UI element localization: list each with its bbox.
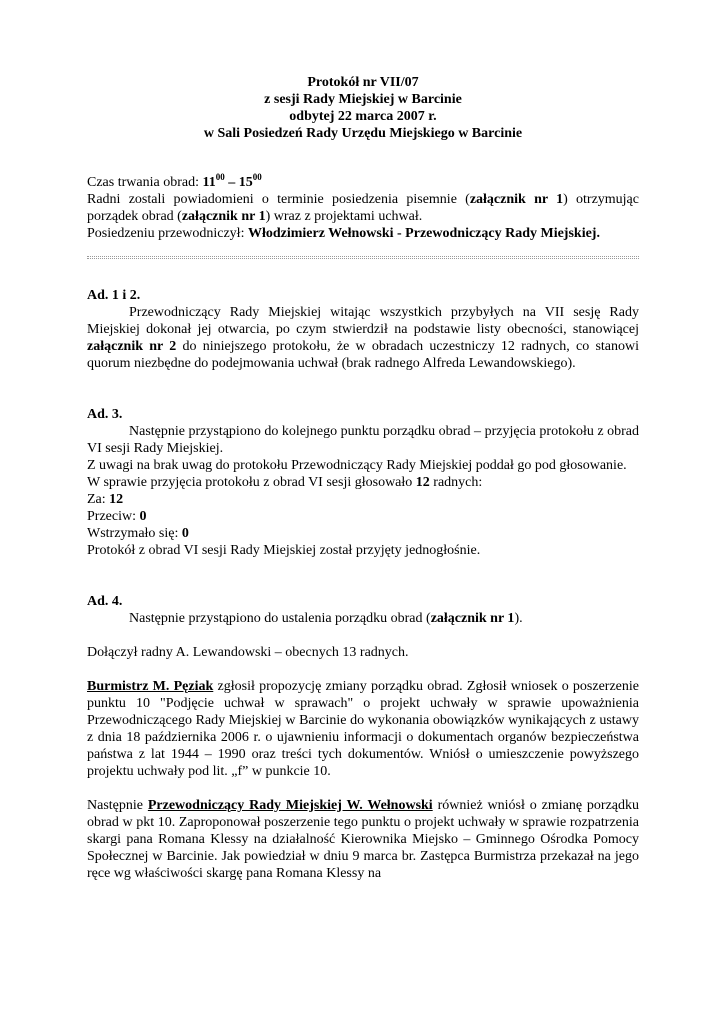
document-page <box>87 74 639 882</box>
chair-motion-paragraph: Następnie Przewodniczący Rady Miejskiej W. Wełnowski również wniósł o zmianę porządku obrad w pkt 10. Zaproponował poszerzenie tego punktu o projekt uchwały w sprawie rozpatrzenia skargi pana Romana Klessy na działalność Kierownika Miejsko – Gminnego Ośrodka Pomocy Społecznej w Barcinie. Jak powiedział w dniu 9 marca br. Zastępca Burmistrza przekazał na jego ręce wg właściwości skargę pana Romana Klessy na <box>87 798 640 881</box>
mayor-motion-paragraph: Burmistrz M. Pęziak zgłosił propozycję zmiany porządku obrad. Zgłosił wniosek o poszerzenie punktu 10 "Podjęcie uchwał w sprawach" o projekt uchwały w sprawie upoważnienia Przewodniczącego Rady Miejskiej w Barcinie do wykonania obowiązków wynikających z ustawy z dnia 18 października 2006 r. o ujawnieniu informacji o dokumentach organów bezpieczeństwa państwa z lat 1944 – 1990 oraz treści tych dokumentów. Wniósł o umieszczenie powyższego projektu uchwały pod lit. „f” w punkcie 10. <box>87 679 640 779</box>
chair-line: Posiedzeniu przewodniczył: Włodzimierz Wełnowski - Przewodniczący Rady Miejskiej. <box>87 226 600 241</box>
vote-abstain: Wstrzymało się: 0 <box>87 526 189 541</box>
section-paragraph: Protokół z obrad VI sesji Rady Miejskiej został przyjęty jednogłośnie. <box>87 543 481 558</box>
section-title: Ad. 3. <box>87 407 123 422</box>
vote-count-line: W sprawie przyjęcia protokołu z obrad VI sesji głosowało 12 radnych: <box>87 475 483 490</box>
date-line: odbytej 22 marca 2007 r. <box>289 109 437 124</box>
vote-for: Za: 12 <box>87 492 124 507</box>
section-ad-3 <box>87 406 639 559</box>
notification-paragraph: Radni zostali powiadomieni o terminie posiedzenia pisemnie (załącznik nr 1) otrzymując porządek obrad (załącznik nr 1) wraz z projektami uchwał. <box>87 192 639 224</box>
protocol-title: Protokół nr VII/07 <box>307 75 419 90</box>
section-title: Ad. 4. <box>87 594 123 609</box>
section-paragraph: Z uwagi na brak uwag do protokołu Przewodniczący Rady Miejskiej poddał go pod głosowanie. <box>87 458 627 473</box>
intro-block <box>87 174 639 242</box>
vote-against: Przeciw: 0 <box>87 509 147 524</box>
session-line: z sesji Rady Miejskiej w Barcinie <box>264 92 462 107</box>
section-paragraph: Następnie przystąpiono do ustalenia porządku obrad (załącznik nr 1). <box>129 611 523 626</box>
duration-line: Czas trwania obrad: $11^{00} - 15^{00}$ <box>87 172 262 190</box>
document-header <box>87 74 639 142</box>
venue-line: w Sali Posiedzeń Rady Urzędu Miejskiego w Barcinie <box>203 126 523 141</box>
section-title: Ad. 1 i 2. <box>87 288 141 303</box>
section-paragraph: Dołączył radny A. Lewandowski – obecnych 13 radnych. <box>87 645 409 660</box>
section-ad-4 <box>87 593 639 882</box>
section-paragraph: Przewodniczący Rady Miejskiej witając wszystkich przybyłych na VII sesję Rady Miejskiej dokonał jej otwarcia, po czym stwierdził na podstawie listy obecności, stanowiącej załącznik nr 2 do niniejszego protokołu, że w obradach uczestniczy 12 radnych, co stanowi quorum niezbędne do podejmowania uchwał (brak radnego Alfreda Lewandowskiego). <box>87 305 639 371</box>
section-paragraph: Następnie przystąpiono do kolejnego punktu porządku obrad – przyjęcia protokołu z obrad VI sesji Rady Miejskiej. <box>87 424 639 456</box>
section-ad-1-2 <box>87 287 639 372</box>
